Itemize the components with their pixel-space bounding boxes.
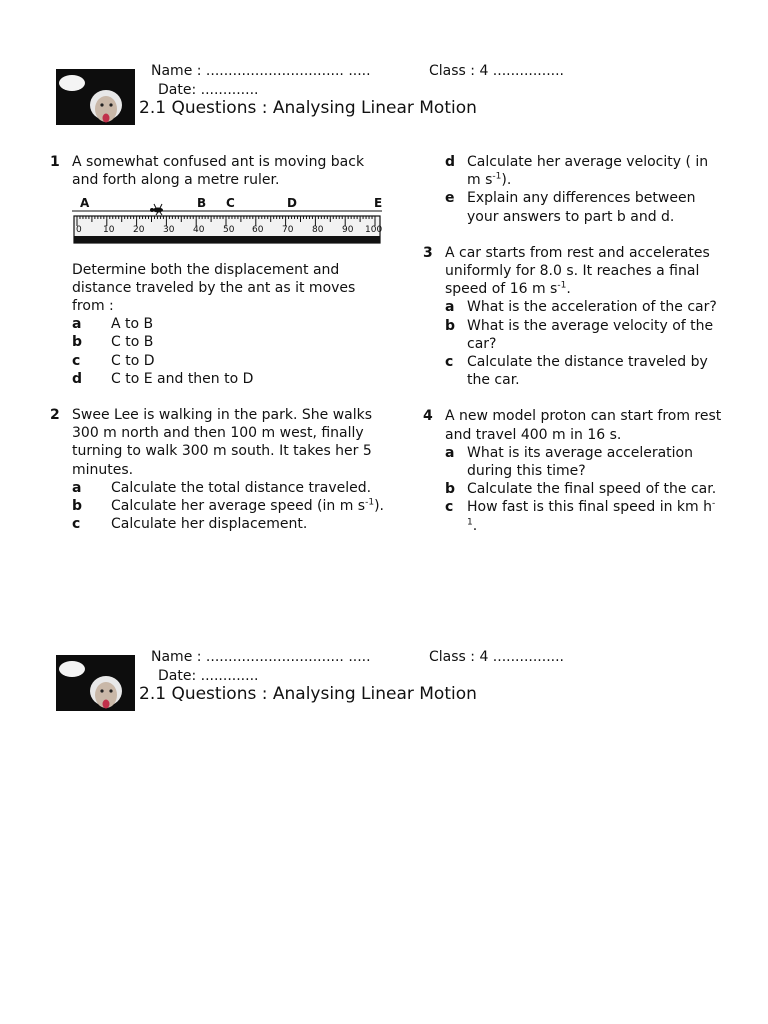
question-part — [445, 298, 723, 316]
question-part — [72, 515, 392, 533]
question-number: 1 — [50, 154, 60, 170]
ruler-point-label: D — [287, 196, 297, 211]
part-text: Calculate her average speed (in m s — [111, 498, 366, 515]
superscript: -1 — [467, 498, 716, 527]
ruler-tick-label: 20 — [133, 225, 145, 236]
worksheet-title: 2.1 Questions : Analysing Linear Motion — [139, 684, 477, 704]
ruler-tick-label: 80 — [312, 225, 324, 236]
part-letter: a — [445, 299, 455, 316]
question-text: A car starts from rest and accelerates uniformly for 8.0 s. It reaches a final speed of 16 m $s^{-1}$. — [445, 244, 710, 298]
part-letter: c — [72, 516, 81, 533]
question-part — [445, 189, 723, 225]
part-letter: b — [445, 481, 456, 498]
part-letter: c — [445, 354, 454, 371]
part-text-end: . — [472, 517, 478, 534]
superscript: -1 — [492, 171, 502, 182]
question-4 — [423, 407, 723, 534]
part-text: Explain any differences between your answers to part b and d. — [467, 190, 696, 225]
part-text: Calculate her average velocity ( in m s — [467, 154, 709, 189]
class-field-label: Class : 4 ................ — [429, 649, 565, 665]
part-text: Calculate the final speed of the car. — [467, 481, 717, 498]
class-field-label: Class : 4 ................ — [429, 63, 565, 79]
part-text: What is the average velocity of the car? — [467, 317, 714, 352]
einstein-logo — [56, 69, 135, 125]
part-letter: b — [445, 317, 456, 334]
question-number: 4 — [423, 408, 433, 425]
ant-icon — [150, 204, 163, 215]
left-column — [50, 153, 392, 533]
question-1 — [50, 153, 392, 388]
question-part — [72, 352, 392, 370]
name-field-label: Name : ............................... ..... — [151, 649, 371, 665]
part-text: Calculate her displacement. — [111, 516, 308, 533]
part-letter: c — [445, 499, 454, 516]
part-text-end: ). — [374, 498, 384, 515]
part-letter: d — [445, 154, 456, 170]
ruler-point-label: C — [226, 196, 235, 211]
ruler-tick-label: 100 — [365, 225, 382, 236]
part-letter: e — [445, 190, 455, 207]
name-field-label: Name : ............................... ..... — [151, 63, 371, 79]
part-text: Calculate the distance traveled by the car. — [467, 354, 708, 389]
question-part — [445, 444, 723, 480]
question-prompt: Determine both the displacement and distance traveled by the ant as it moves from : — [72, 261, 356, 315]
part-letter: c — [72, 352, 81, 369]
metre-ruler-diagram — [72, 193, 382, 249]
part-text: What is the acceleration of the car? — [467, 299, 717, 316]
superscript: -1 — [365, 497, 375, 508]
part-letter: d — [72, 370, 83, 387]
ruler-tick-label: 10 — [103, 225, 115, 236]
question-number: 3 — [423, 244, 433, 261]
part-text: C to D — [111, 352, 155, 369]
date-field-label: Date: ............. — [158, 668, 259, 684]
date-field-label: Date: ............. — [158, 82, 259, 98]
right-column — [423, 153, 723, 535]
ruler-tick-label: 0 — [76, 225, 82, 236]
question-text: Swee Lee is walking in the park. She walks 300 m north and then 100 m west, finally turning to walk 300 m south. It takes her 5 minutes. — [72, 407, 373, 478]
question-part — [72, 497, 392, 515]
superscript: -1 — [557, 280, 567, 291]
worksheet-header-copy — [56, 649, 736, 729]
question-text: A somewhat confused ant is moving back and forth along a metre ruler. — [72, 154, 365, 189]
question-part — [445, 317, 723, 353]
ruler-point-label: B — [197, 196, 207, 211]
part-text-end: ). — [501, 172, 512, 189]
question-part — [72, 333, 392, 351]
question-part — [72, 479, 392, 497]
ruler-tick-label: 40 — [193, 225, 205, 236]
question-part — [445, 353, 723, 389]
part-text: What is its average acceleration during this time? — [467, 444, 693, 480]
question-2-continued — [423, 153, 723, 226]
part-text: Calculate the total distance traveled. — [111, 479, 372, 496]
ruler-point-label: A — [80, 196, 90, 211]
ruler-tick-label: 30 — [163, 225, 175, 236]
einstein-logo — [56, 655, 135, 711]
question-part — [445, 480, 723, 498]
question-part — [445, 153, 723, 189]
part-text: A to B — [111, 316, 154, 333]
question-2 — [50, 406, 392, 533]
part-text: C to E and then to D — [111, 370, 254, 387]
worksheet-title: 2.1 Questions : Analysing Linear Motion — [139, 98, 477, 118]
question-part — [72, 370, 392, 388]
ruler-point-label: E — [374, 196, 382, 211]
question-number: 2 — [50, 407, 60, 424]
question-text: A new model proton can start from rest and travel 400 m in 16 s. — [445, 408, 722, 443]
part-letter: a — [72, 316, 82, 333]
part-letter: a — [72, 479, 82, 496]
ruler-tick-label: 90 — [342, 225, 354, 236]
ruler-tick-label: 50 — [223, 225, 235, 236]
worksheet-header — [56, 63, 736, 143]
part-letter: b — [72, 498, 83, 515]
part-letter: a — [445, 444, 455, 461]
question-3 — [423, 244, 723, 390]
ruler-tick-label: 60 — [252, 225, 264, 236]
part-text: How fast is this final speed in km h — [467, 499, 712, 516]
ruler-tick-label: 70 — [282, 225, 294, 236]
question-part — [72, 315, 392, 333]
part-letter: b — [72, 334, 83, 351]
part-text: C to B — [111, 334, 154, 351]
question-part — [445, 498, 723, 534]
